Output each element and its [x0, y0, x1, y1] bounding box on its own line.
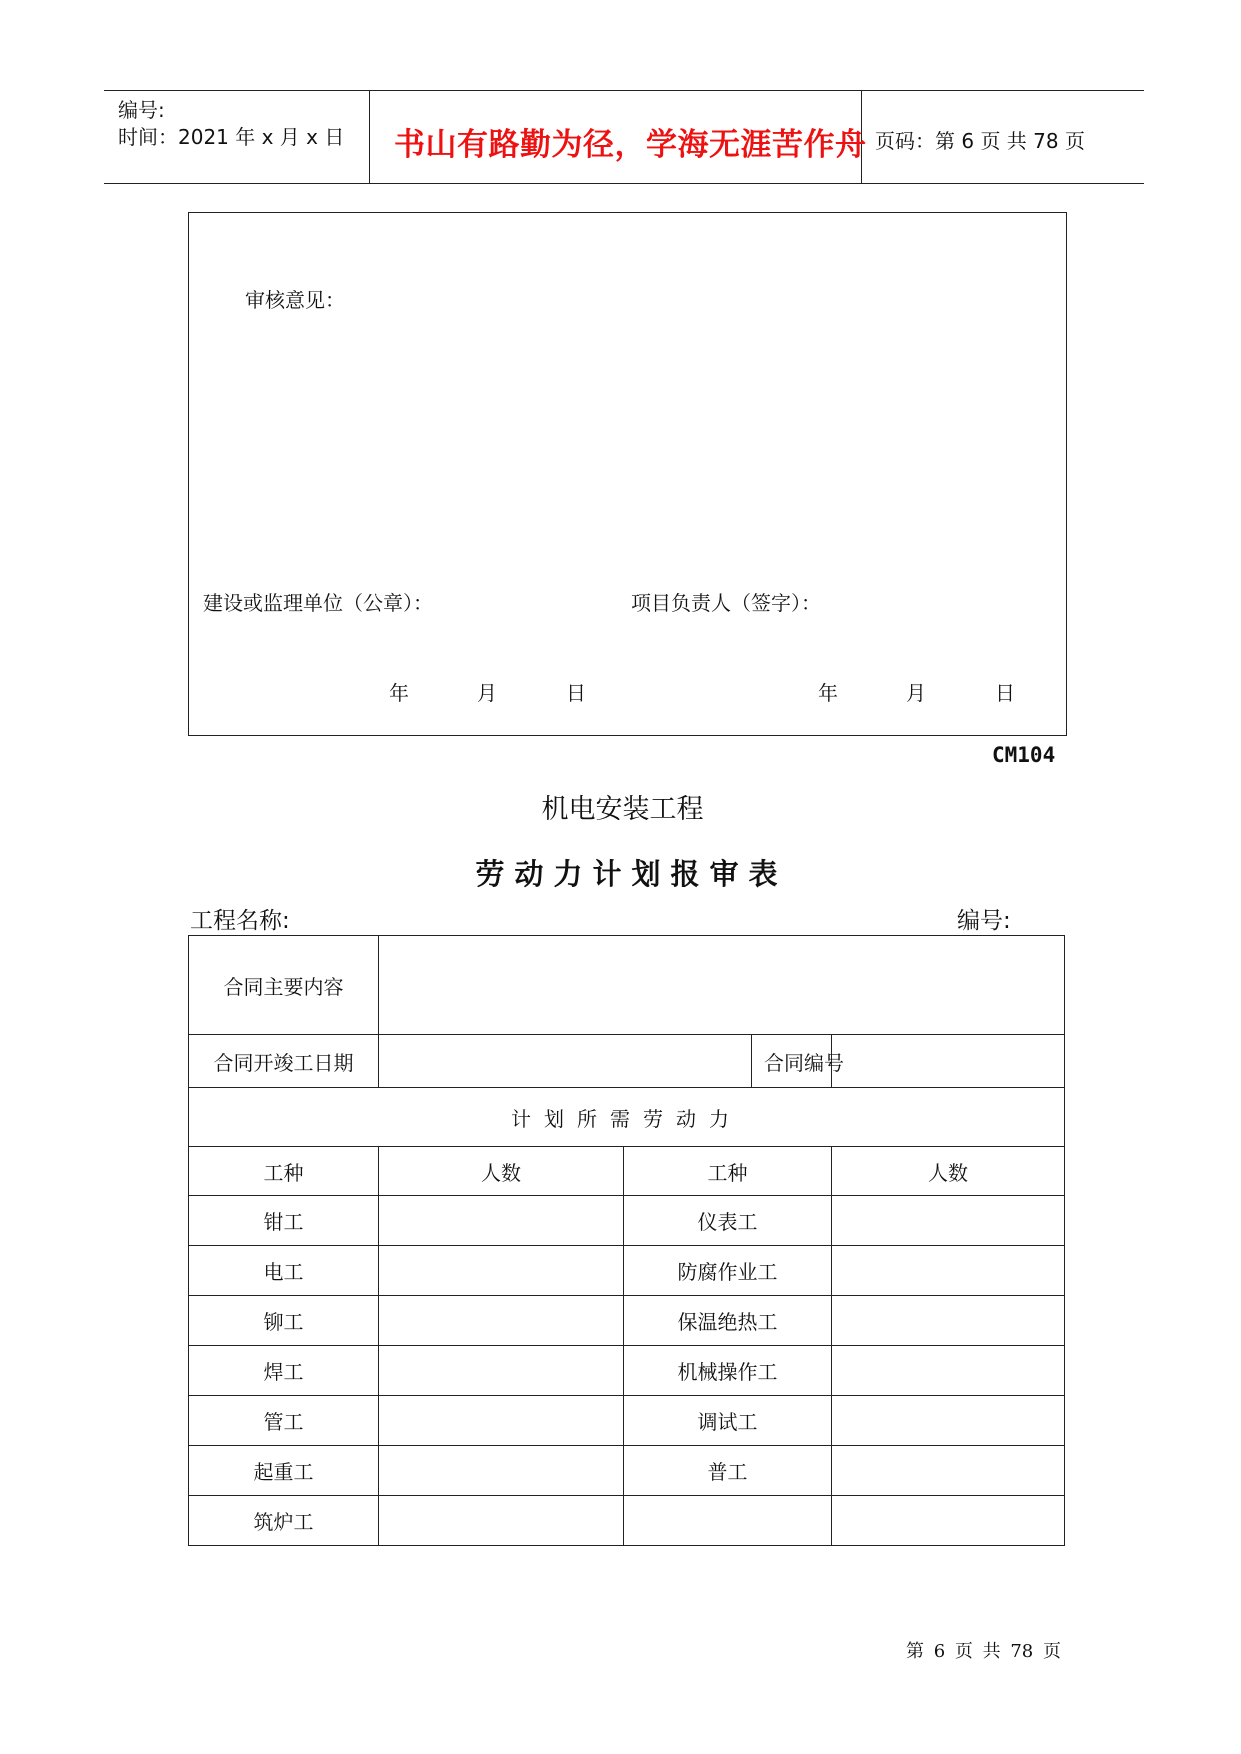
header-divider-left: [369, 90, 370, 183]
count-right[interactable]: [832, 1446, 1065, 1496]
count-right[interactable]: [832, 1346, 1065, 1396]
col-header-count-right: 人数: [832, 1147, 1065, 1196]
trade-right: 机械操作工: [624, 1346, 832, 1396]
review-unit-date-month: 月: [477, 681, 497, 705]
review-unit-label: 建设或监理单位（公章）：: [203, 591, 433, 615]
trade-right: 调试工: [624, 1396, 832, 1446]
trade-left: 钳工: [189, 1196, 379, 1246]
count-right[interactable]: [832, 1496, 1065, 1546]
contract-content-row: [189, 936, 1065, 1035]
review-manager-date-month: 月: [906, 681, 926, 705]
footer-page-label: 第 6 页 共 78 页: [906, 1641, 1061, 1662]
doc-number-label: 编号:: [957, 908, 1011, 934]
header-page-label: 页码：第 6 页 共 78 页: [875, 129, 1085, 153]
form-code: CM104: [992, 743, 1056, 767]
count-right[interactable]: [832, 1296, 1065, 1346]
col-header-trade-left: 工种: [189, 1147, 379, 1196]
labor-plan-table: [188, 935, 1065, 1546]
trade-right: 防腐作业工: [624, 1246, 832, 1296]
contract-dates-value[interactable]: [379, 1035, 752, 1088]
doc-subtitle: 机电安装工程: [541, 794, 704, 825]
trade-right: 仪表工: [624, 1196, 832, 1246]
contract-number-value[interactable]: [832, 1035, 1065, 1088]
review-unit-date-year: 年: [389, 681, 409, 705]
header-bottom-rule: [104, 183, 1144, 184]
trade-left: 焊工: [189, 1346, 379, 1396]
table-row: [189, 1346, 1065, 1396]
table-row: [189, 1446, 1065, 1496]
trade-left: 电工: [189, 1246, 379, 1296]
trade-right: [624, 1496, 832, 1546]
count-left[interactable]: [379, 1496, 624, 1546]
count-left[interactable]: [379, 1396, 624, 1446]
doc-title: 劳动力计划报审表: [475, 857, 788, 891]
review-opinion-label: 审核意见：: [245, 288, 345, 312]
trade-left: 铆工: [189, 1296, 379, 1346]
count-left[interactable]: [379, 1346, 624, 1396]
trade-left: 筑炉工: [189, 1496, 379, 1546]
count-right[interactable]: [832, 1246, 1065, 1296]
table-row: [189, 1196, 1065, 1246]
count-right[interactable]: [832, 1196, 1065, 1246]
table-row: [189, 1396, 1065, 1446]
contract-content-value[interactable]: [379, 936, 1065, 1035]
project-name-label: 工程名称:: [190, 908, 290, 934]
count-left[interactable]: [379, 1196, 624, 1246]
contract-number-label: 合同编号: [752, 1035, 832, 1088]
review-manager-date-day: 日: [995, 681, 1015, 705]
contract-dates-label: 合同开竣工日期: [189, 1035, 379, 1088]
table-row: [189, 1296, 1065, 1346]
review-manager-label: 项目负责人（签字）：: [631, 591, 821, 615]
header-time-label: 时间：2021 年 x 月 x 日: [118, 125, 345, 149]
header-motto: 书山有路勤为径，学海无涯苦作舟: [394, 127, 867, 163]
trade-left: 管工: [189, 1396, 379, 1446]
review-unit-date-day: 日: [566, 681, 586, 705]
trade-left: 起重工: [189, 1446, 379, 1496]
header-top-rule: [104, 90, 1144, 91]
col-header-trade-right: 工种: [624, 1147, 832, 1196]
review-manager-date-year: 年: [818, 681, 838, 705]
trade-right: 普工: [624, 1446, 832, 1496]
col-header-count-left: 人数: [379, 1147, 624, 1196]
section-title-row: [189, 1088, 1065, 1147]
contract-dates-row: [189, 1035, 1065, 1088]
table-row: [189, 1496, 1065, 1546]
section-title: 计划所需劳动力: [189, 1088, 1065, 1147]
count-left[interactable]: [379, 1446, 624, 1496]
count-left[interactable]: [379, 1246, 624, 1296]
count-right[interactable]: [832, 1396, 1065, 1446]
table-row: [189, 1246, 1065, 1296]
count-left[interactable]: [379, 1296, 624, 1346]
header-number-label: 编号:: [118, 98, 165, 122]
column-header-row: [189, 1147, 1065, 1196]
trade-right: 保温绝热工: [624, 1296, 832, 1346]
contract-content-label: 合同主要内容: [189, 936, 379, 1035]
